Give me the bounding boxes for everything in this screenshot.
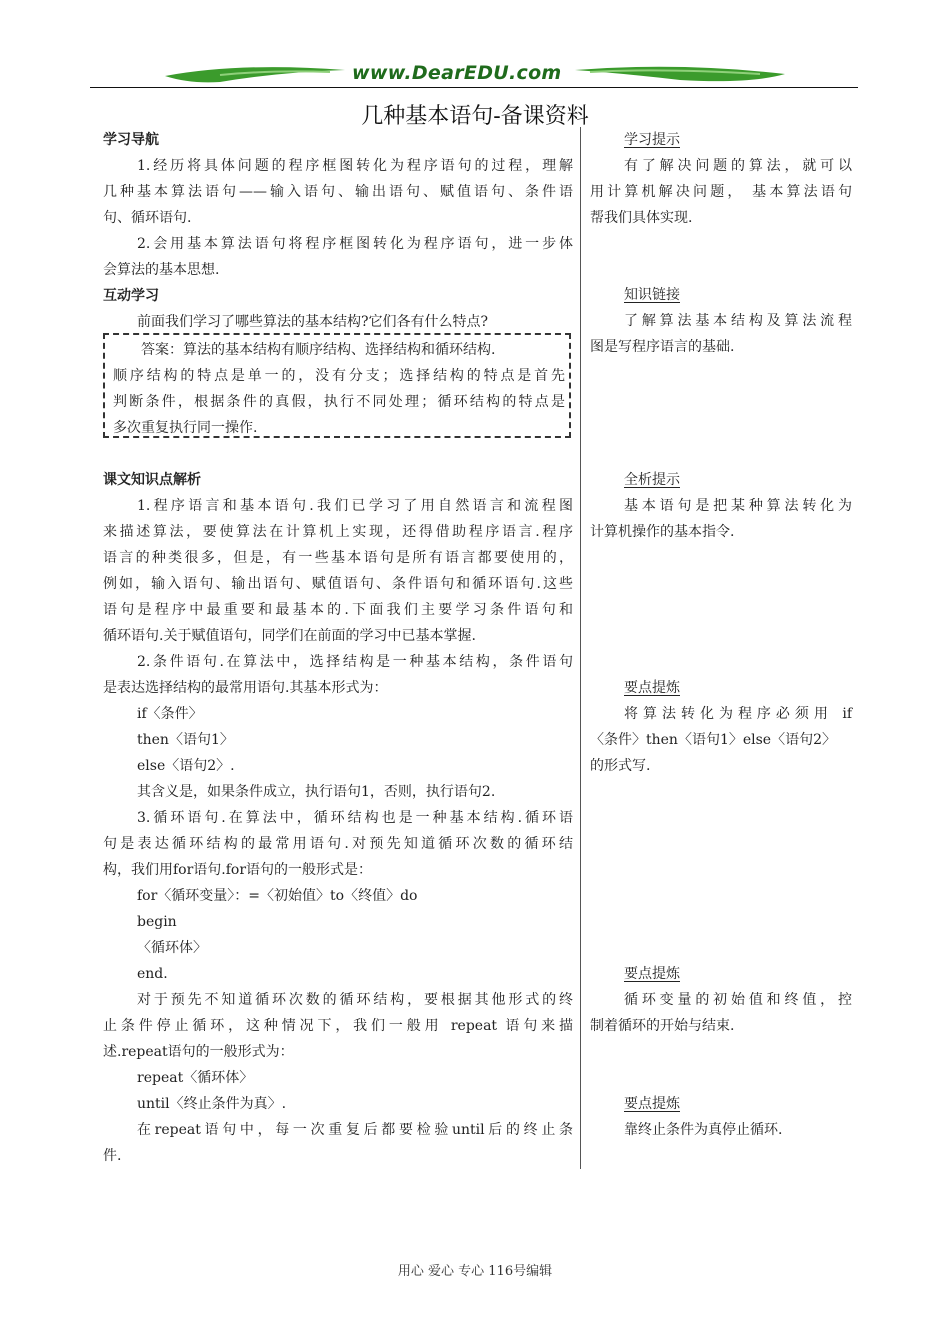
sidenote-line: 基本语句是把某种算法转化为 [624,498,852,514]
sidenote-analysis-tip [590,467,852,545]
sidenote-key-point-2 [590,961,852,1039]
sidenote-heading: 要点提炼 [624,1096,680,1112]
code-line: then〈语句1〉 [137,732,234,748]
sidenote-study-tip [590,127,852,231]
section-heading: 互动学习 [103,288,159,304]
paragraph-line: 语句是程序中最重要和最基本的.下面我们主要学习条件语句和 [103,602,573,618]
sidenote-heading: 知识链接 [624,287,680,303]
paragraph-line: 来描述算法，要使算法在计算机上实现，还得借助程序语言.程序 [103,524,573,540]
column-divider [580,127,581,1169]
sidenote-line: 用计算机解决问题， 基本算法语句 [590,184,852,200]
analysis-section [103,467,573,1169]
sidenote-line: 循环变量的初始值和终值，控 [624,992,852,1008]
sidenote-key-point-1 [590,675,852,779]
study-guide-section [103,127,573,335]
page-footer: 用心 爱心 专心 116号编辑 [397,1264,553,1279]
code-line: end. [137,966,168,982]
sidenote-line: 〈条件〉then〈语句1〉else〈语句2〉 [590,732,836,748]
sidenote-heading: 要点提炼 [624,966,680,982]
paragraph-line: 其含义是，如果条件成立，执行语句1，否则，执行语句2. [137,784,496,800]
answer-box [103,333,571,438]
section-heading: 课文知识点解析 [103,472,201,488]
paragraph-line: 对于预先不知道循环次数的循环结构，要根据其他形式的终 [137,992,573,1008]
question-line: 前面我们学习了哪些算法的基本结构?它们各有什么特点? [137,314,489,330]
code-line: for〈循环变量〉：=〈初始值〉to〈终值〉do [137,888,418,904]
header-rule [90,87,858,88]
paragraph-line: 1.程序语言和基本语句.我们已学习了用自然语言和流程图 [137,498,573,514]
section-heading: 学习导航 [103,132,159,148]
paragraph-line: 是表达选择结构的最常用语句.其基本形式为： [103,680,388,696]
paragraph-line: 几种基本算法语句——输入语句、输出语句、赋值语句、条件语 [103,184,573,200]
sidenote-line: 制着循环的开始与结束. [590,1018,735,1034]
sidenote-line: 有了解决问题的算法，就可以 [624,158,852,174]
code-line: 〈循环体〉 [137,940,207,956]
paragraph-line: 会算法的基本思想. [103,262,220,278]
answer-line: 顺序结构的特点是单一的，没有分支；选择结构的特点是首先 [113,368,565,384]
paragraph-line: 语言的种类很多，但是，有一些基本语句是所有语言都要使用的， [103,550,573,566]
paragraph-line: 3.循环语句.在算法中，循环结构也是一种基本结构.循环语 [137,810,573,826]
sidenote-knowledge-link [590,282,852,360]
code-line: repeat〈循环体〉 [137,1070,254,1086]
paragraph-line: 句、循环语句. [103,210,192,226]
paragraph-line: 构，我们用for语句.for语句的一般形式是： [103,862,373,878]
sidenote-key-point-3 [590,1091,852,1143]
paragraph-line: 止条件停止循环，这种情况下，我们一般用 repeat 语句来描 [103,1018,573,1034]
sidenote-line: 计算机操作的基本指令. [590,524,735,540]
paragraph-line: 1.经历将具体问题的程序框图转化为程序语句的过程，理解 [137,158,573,174]
sidenote-line: 图是写程序语言的基础. [590,339,735,355]
sidenote-heading: 全析提示 [624,472,680,488]
paragraph-line: 2.会用基本算法语句将程序框图转化为程序语句，进一步体 [137,236,573,252]
logo-text[interactable]: www.DearEDU.com [352,62,562,84]
answer-line: 判断条件，根据条件的真假，执行不同处理；循环结构的特点是 [113,394,565,410]
paragraph-line: 句是表达循环结构的最常用语句.对预先知道循环次数的循环结 [103,836,573,852]
code-line: else〈语句2〉. [137,758,235,774]
sidenote-line: 了解算法基本结构及算法流程 [624,313,852,329]
paragraph-line: 在repeat语句中，每一次重复后都要检验until后的终止条 [137,1122,573,1138]
code-line: if〈条件〉 [137,706,203,722]
sidenote-line: 的形式写. [590,758,651,774]
paragraph-line: 循环语句.关于赋值语句，同学们在前面的学习中已基本掌握. [103,628,476,644]
sidenote-line: 帮我们具体实现. [590,210,693,226]
answer-line: 答案：算法的基本结构有顺序结构、选择结构和循环结构. [141,342,496,358]
answer-line: 多次重复执行同一操作. [113,420,258,436]
sidenote-heading: 学习提示 [624,132,680,148]
sidenote-heading: 要点提炼 [624,680,680,696]
paragraph-line: 2.条件语句.在算法中，选择结构是一种基本结构，条件语句 [137,654,573,670]
code-line: begin [137,914,177,930]
code-line: until〈终止条件为真〉. [137,1096,287,1112]
page-title: 几种基本语句-备课资料 [361,104,589,129]
sidenote-line: 靠终止条件为真停止循环. [624,1122,783,1138]
paragraph-line: 述.repeat语句的一般形式为： [103,1044,294,1060]
sidenote-line: 将算法转化为程序必须用 if [624,706,852,722]
paragraph-line: 件. [103,1148,122,1164]
paragraph-line: 例如，输入语句、输出语句、赋值语句、条件语句和循环语句.这些 [103,576,573,592]
